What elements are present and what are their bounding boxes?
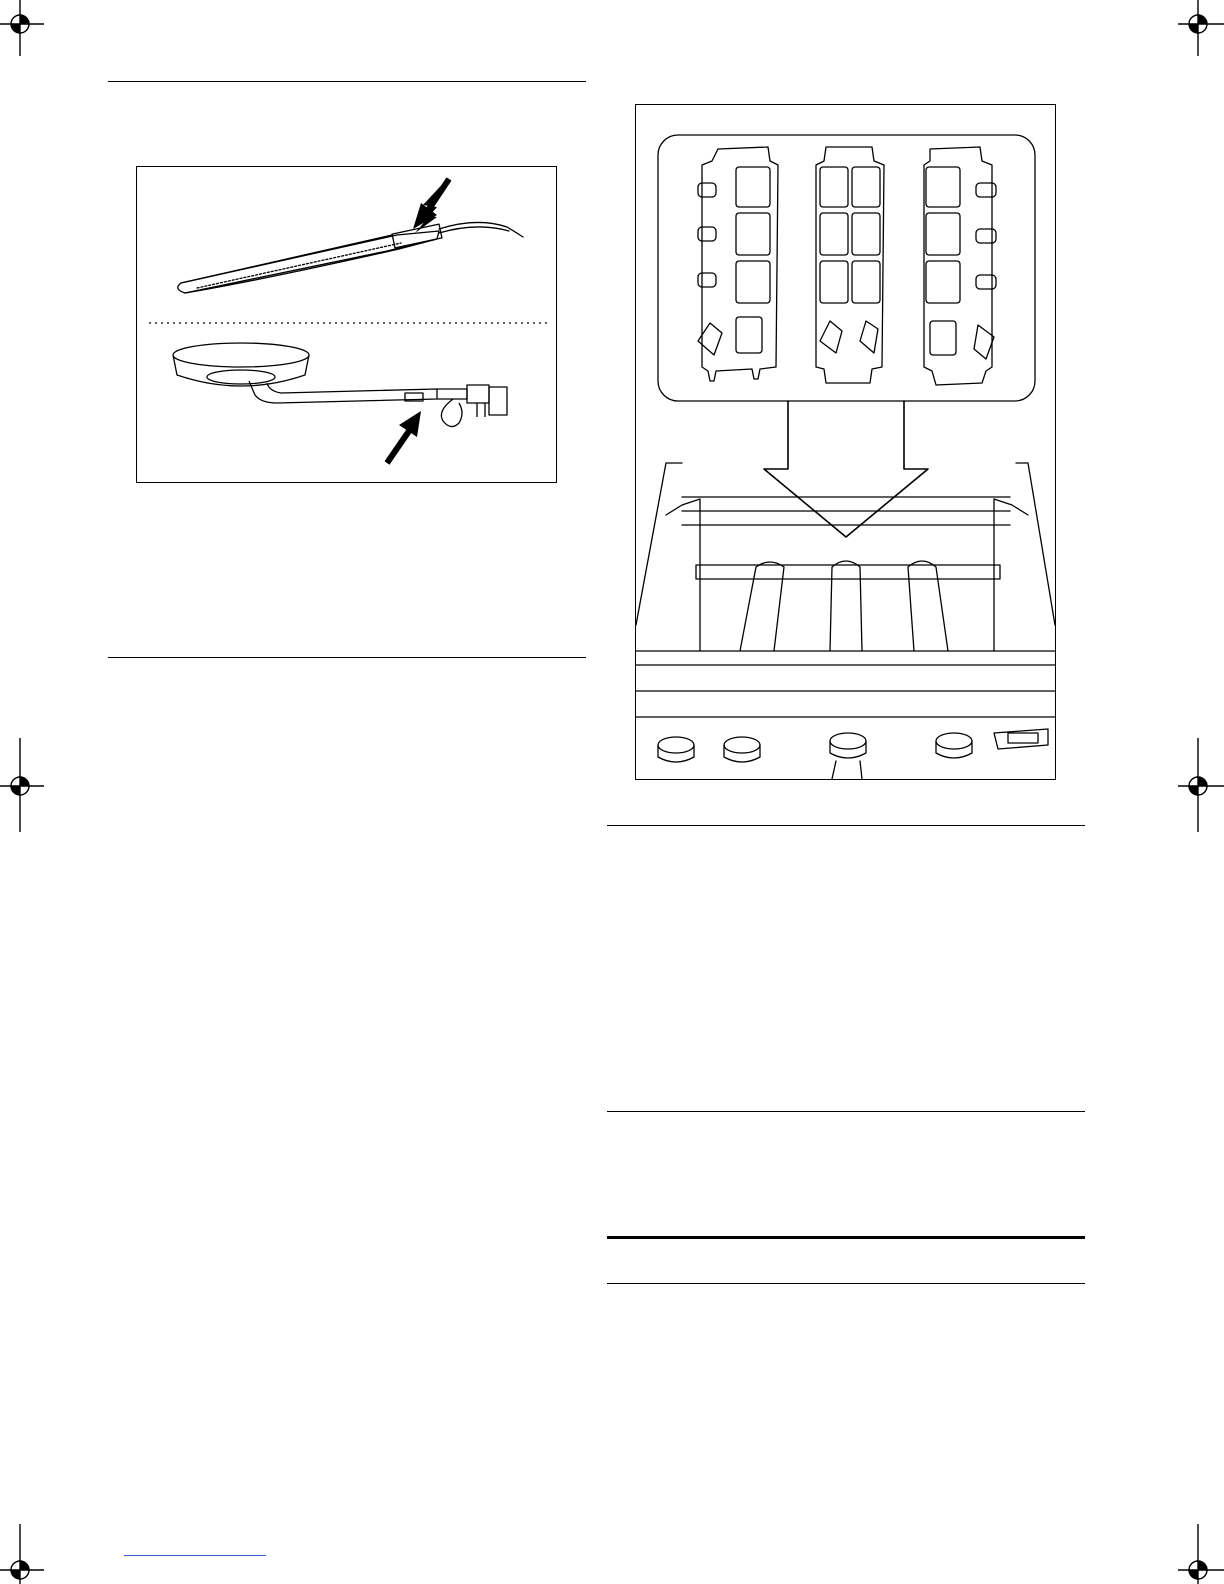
- flame-tamer: [698, 147, 778, 381]
- section-divider: [607, 1283, 1085, 1284]
- section-divider: [607, 1111, 1085, 1112]
- burner-figure: [136, 166, 557, 483]
- section-divider: [108, 657, 586, 658]
- flame-tamer: [924, 147, 996, 385]
- crosshair-registration-icon: [0, 1524, 50, 1584]
- footer-link[interactable]: [124, 1555, 266, 1556]
- firebox-figure: [635, 104, 1056, 780]
- flame-tamer: [816, 147, 884, 383]
- crosshair-registration-icon: [0, 0, 50, 60]
- section-divider: [607, 825, 1085, 826]
- crosshair-registration-icon: [1174, 738, 1224, 834]
- crosshair-registration-icon: [1174, 0, 1224, 60]
- crosshair-registration-icon: [0, 738, 50, 834]
- section-divider: [108, 81, 586, 82]
- crosshair-registration-icon: [1174, 1524, 1224, 1584]
- section-divider-thick: [607, 1236, 1085, 1239]
